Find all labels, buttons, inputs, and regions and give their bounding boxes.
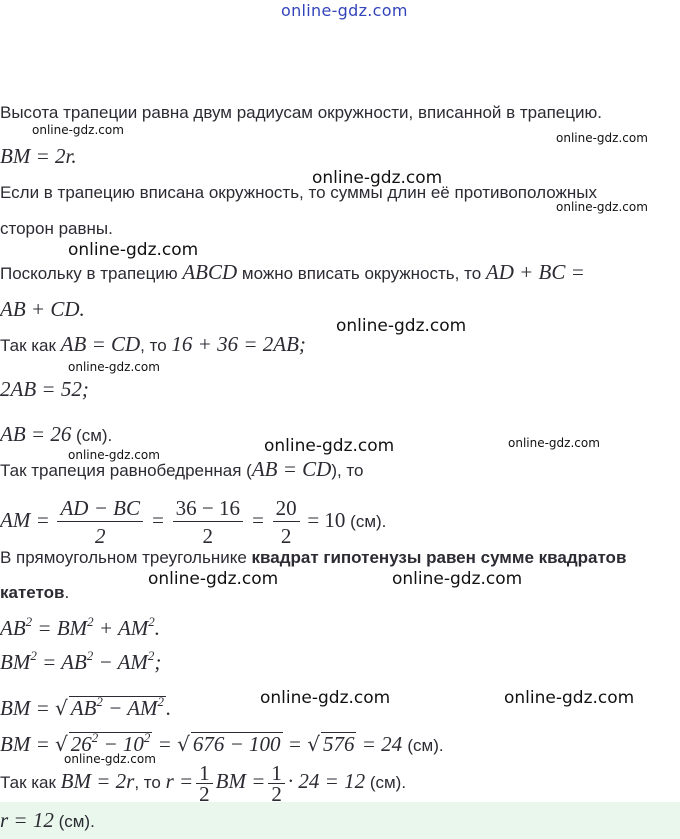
unit: (см). [53, 812, 95, 831]
watermark: online-gdz.com [68, 360, 160, 374]
watermark: online-gdz.com [68, 240, 199, 260]
numerator: 20 [273, 495, 300, 522]
unit: (см). [365, 773, 407, 792]
unit: (см). [345, 512, 387, 531]
formula-pythagoras: $AB^2 = BM^2 + AM^2$. [0, 614, 161, 640]
equals: = [150, 508, 165, 532]
text-line-3: Если в трапецию вписана окружность, то суммы длин её противоположных [0, 183, 597, 202]
formula: AB = CD [60, 332, 141, 356]
formula: AB = 26 [0, 422, 72, 446]
text: . [64, 583, 70, 602]
watermark: online-gdz.com [504, 688, 635, 708]
watermark: online-gdz.com [312, 168, 443, 188]
answer-line [0, 809, 95, 833]
watermark: online-gdz.com [260, 688, 391, 708]
numerator: 36 − 16 [173, 495, 243, 522]
formula-bm: BM = 2r. [0, 144, 77, 168]
formula: ABCD [182, 260, 238, 284]
formula-sum: AB + CD. [0, 297, 85, 321]
watermark: online-gdz.com [264, 436, 395, 456]
formula-bm-sqrt: BM = √ $AB^2 - AM^2$. [0, 694, 172, 720]
watermark: online-gdz.com [556, 200, 648, 214]
formula-bm-value: BM = √ $26^2 - 10^2$ = √ 676 − 100 = √ 576 = 24 (см). [0, 730, 444, 756]
watermark: online-gdz.com [508, 436, 600, 450]
formula: AB = CD [251, 457, 332, 481]
text: , то [140, 336, 172, 355]
fraction [57, 495, 143, 550]
text-line-1: Высота трапеции равна двум радиусам окружности, вписанной в трапецию. [0, 103, 602, 122]
formula: 16 + 36 = 2AB; [171, 332, 306, 356]
formula: r = $\frac{1}{2}$ BM = $\frac{1}{2}$ · 24 = 12 [165, 760, 366, 802]
equals: = [250, 508, 265, 532]
text-line-12 [0, 547, 626, 569]
text: Так как [0, 773, 61, 792]
text: Так трапеция равнобедренная ( [0, 461, 252, 480]
text: Так как [0, 336, 61, 355]
watermark: online-gdz.com [32, 123, 124, 137]
denominator: 2 [280, 524, 292, 549]
watermark: online-gdz.com [336, 316, 467, 336]
unit: (см). [407, 736, 444, 755]
numerator: AD − BC [57, 495, 143, 522]
fraction [273, 495, 300, 550]
fraction [173, 495, 243, 550]
formula: AM = [0, 508, 50, 532]
text: ), то [331, 461, 364, 480]
denominator: 2 [94, 524, 106, 549]
bold-text: катетов [0, 583, 65, 602]
text-line-18 [0, 760, 406, 802]
text: Поскольку в трапецию [0, 264, 183, 283]
denominator: 2 [202, 524, 214, 549]
text-line-5 [0, 261, 585, 285]
text-line-4: сторон равны. [0, 219, 113, 238]
watermark: online-gdz.com [148, 569, 279, 589]
formula: AD + BC = [485, 260, 585, 284]
watermark-top: online-gdz.com [281, 1, 408, 20]
text-line-10 [0, 458, 363, 482]
text-line-7 [0, 333, 306, 357]
text: (см). [71, 426, 113, 445]
result: = 10 [307, 508, 346, 532]
text: , то [134, 773, 166, 792]
answer-box [0, 802, 680, 839]
watermark: online-gdz.com [64, 752, 156, 766]
text: В прямоугольном треугольнике [0, 548, 252, 567]
watermark: online-gdz.com [556, 131, 648, 145]
watermark: online-gdz.com [68, 448, 160, 462]
formula: r = 12 [0, 808, 54, 832]
formula-bm-squared: $BM^2 = AB^2 - AM^2$; [0, 648, 162, 674]
bold-text: квадрат гипотенузы равен сумме квадратов [251, 548, 627, 567]
text-line-9 [0, 423, 112, 447]
formula-am [0, 492, 386, 550]
text: можно вписать окружность, то [237, 264, 486, 283]
formula: BM = 2r [60, 769, 135, 793]
watermark: online-gdz.com [392, 569, 523, 589]
formula-2ab: 2AB = 52; [0, 377, 89, 401]
text-line-13 [0, 582, 69, 604]
